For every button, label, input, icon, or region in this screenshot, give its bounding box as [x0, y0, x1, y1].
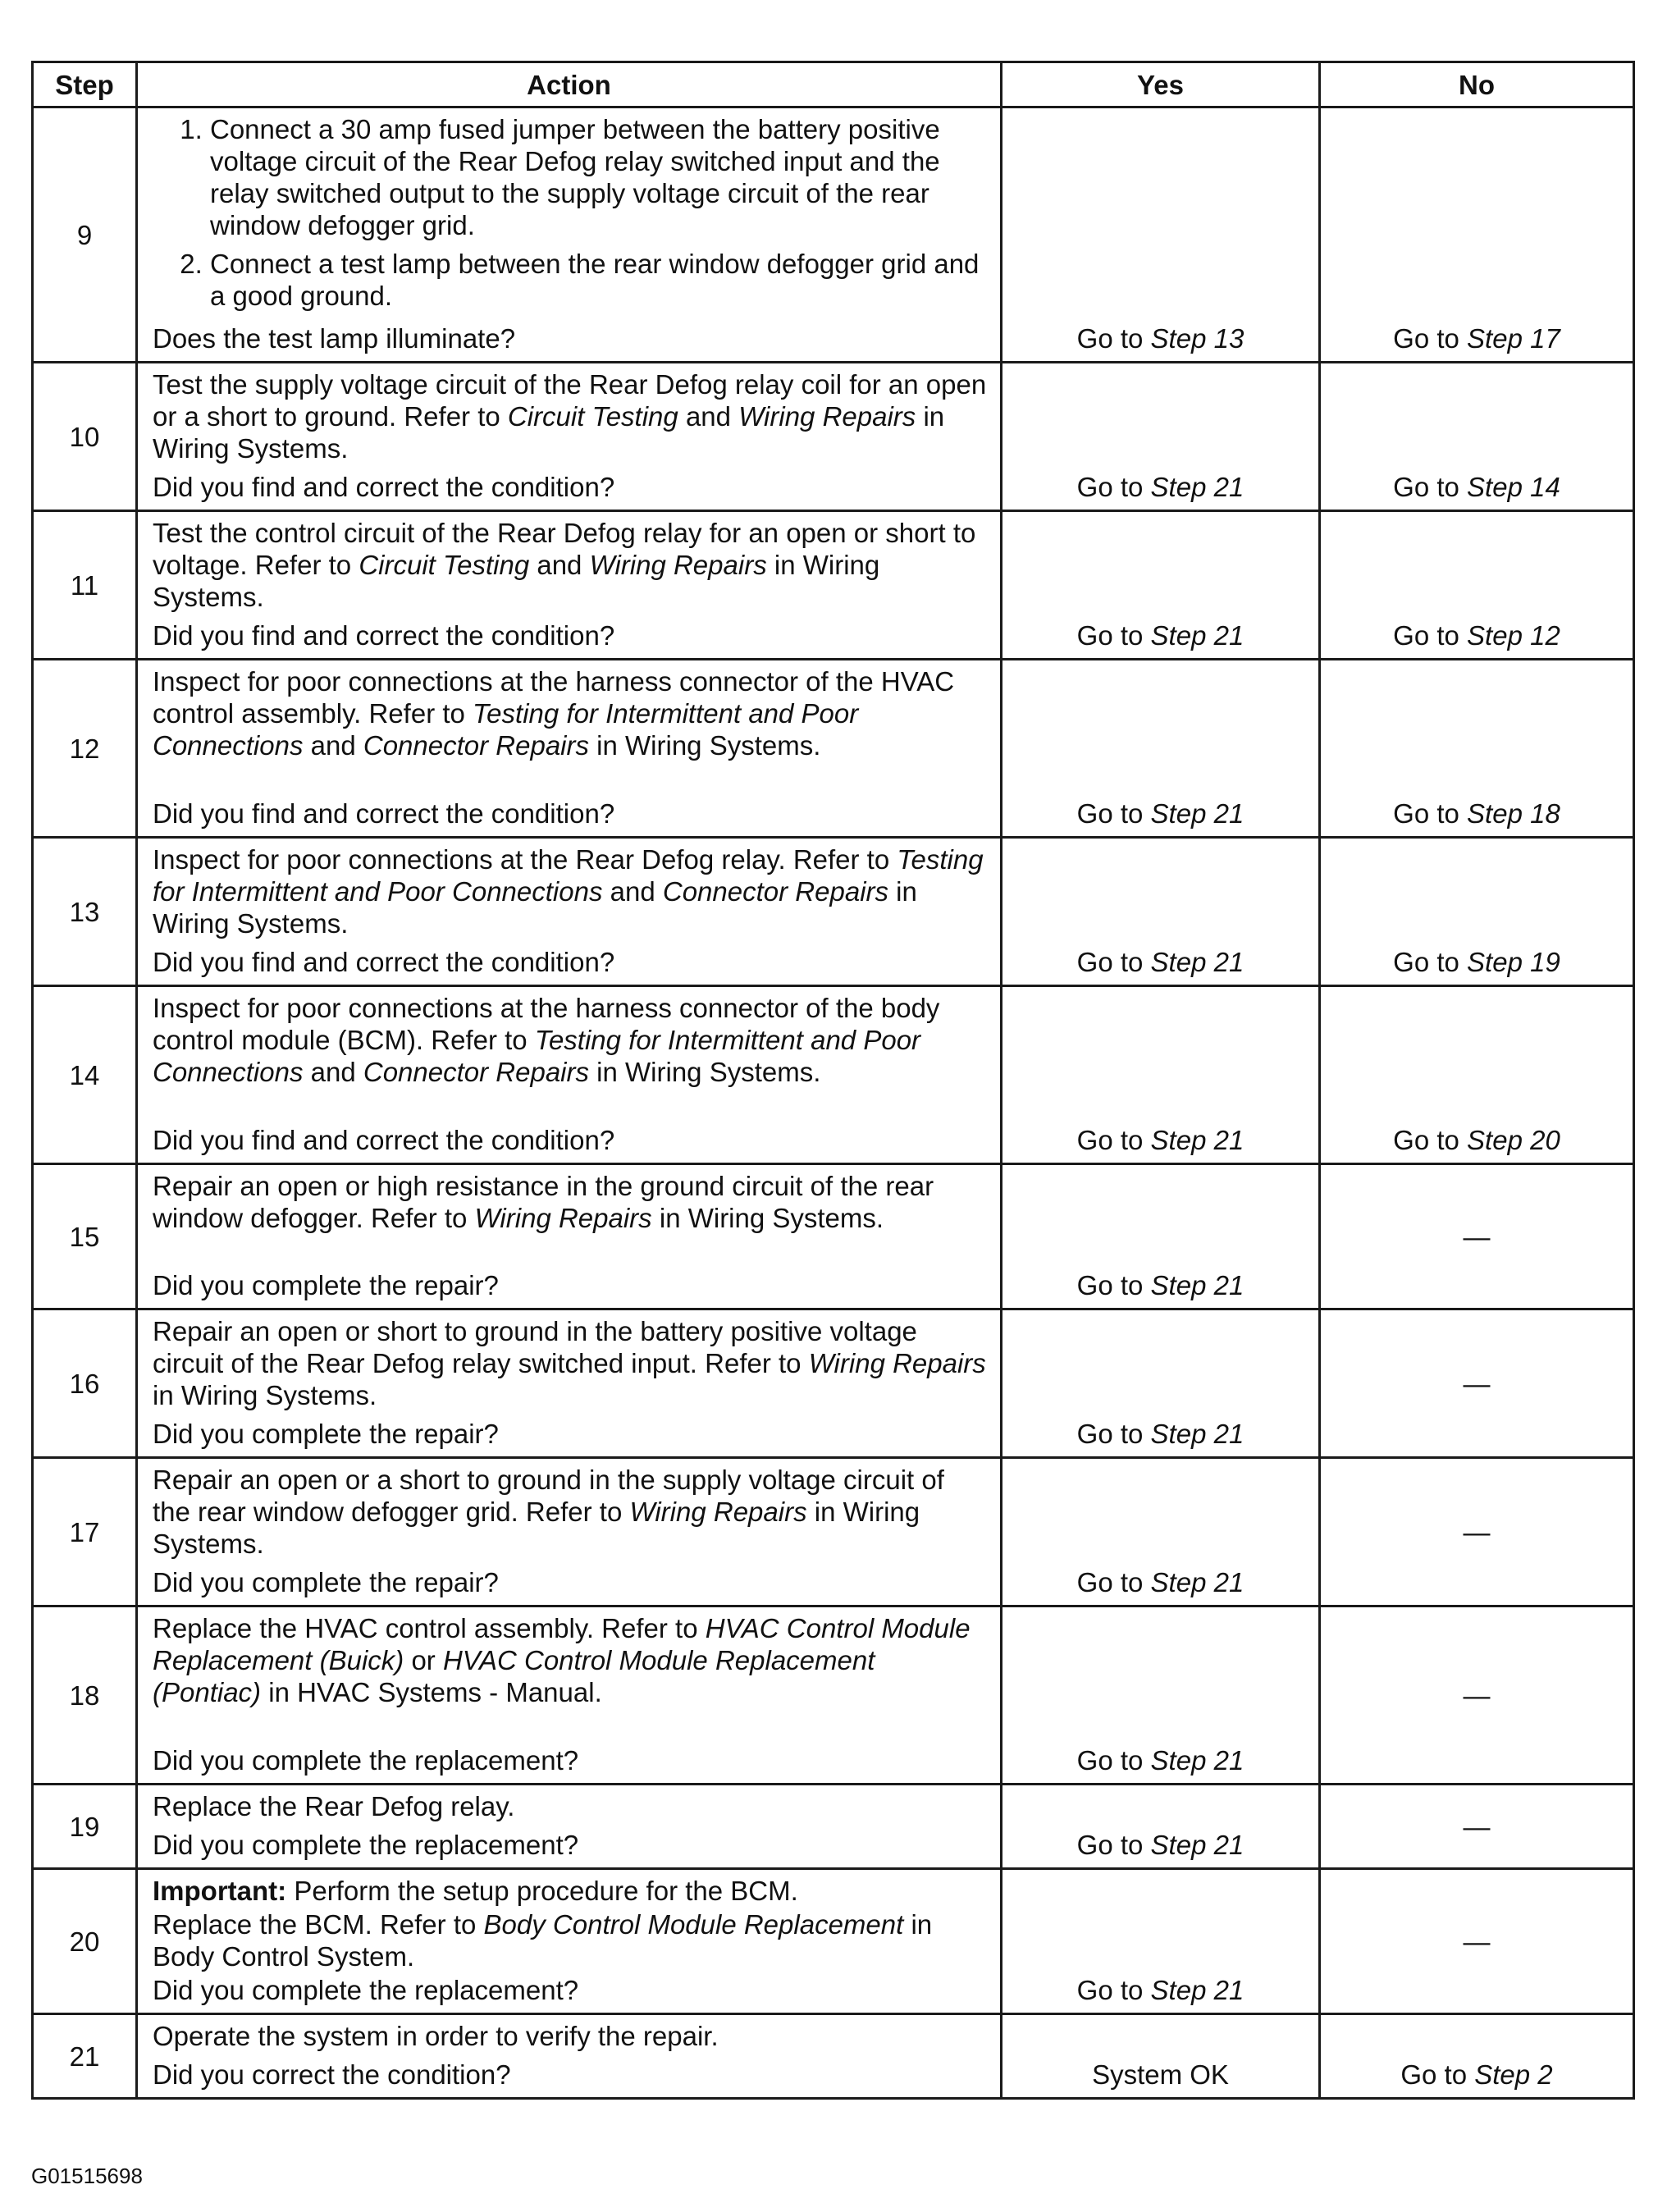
action-text: Inspect for poor connections at the harness connector of the HVAC control assembly. Refer to Testing for Intermittent and Poor Connections and Connector Repairs in Wiring Systems.: [153, 666, 955, 761]
step-number: 19: [33, 1785, 137, 1869]
table-row: [33, 363, 1634, 511]
yes-cell: [1002, 1869, 1320, 2014]
step-number: 18: [33, 1606, 137, 1785]
action-text: Repair an open or short to ground in the battery positive voltage circuit of the Rear Defog relay switched input. Refer to Wiring Repairs in Wiring Systems.: [153, 1316, 986, 1410]
yes-cell: [1002, 838, 1320, 986]
action-text: Inspect for poor connections at the Rear Defog relay. Refer to Testing for Intermittent and Poor Connections and Connector Repairs in Wiring Systems.: [153, 844, 984, 939]
reference-link: Connector Repairs: [363, 1057, 589, 1087]
step-number: 16: [33, 1309, 137, 1458]
table-row: [33, 838, 1634, 986]
header-action: Action: [137, 62, 1002, 107]
goto-text: Go to: [1393, 472, 1468, 502]
step-link-number: 21: [1213, 798, 1245, 829]
step-number: 14: [33, 986, 137, 1164]
step-link-number: 17: [1530, 323, 1560, 354]
goto-text: Go to: [1393, 620, 1468, 651]
table-row: [33, 1309, 1634, 1458]
step-number: 20: [33, 1869, 137, 2014]
table-row: [33, 2014, 1634, 2099]
reference-link: HVAC Control Module Replacement (Buick): [153, 1613, 971, 1675]
goto-text: Go to: [1076, 1567, 1151, 1597]
step-link-word: Step: [1150, 798, 1207, 829]
step-link-number: 21: [1213, 1567, 1245, 1597]
goto-text: Go to: [1400, 2059, 1475, 2090]
goto-text: Go to: [1076, 1270, 1151, 1300]
yes-cell: [1002, 511, 1320, 660]
step-link-word: Step: [1467, 472, 1523, 502]
action-question: Did you complete the replacement?: [153, 1975, 579, 2005]
step-link-word: Step: [1150, 947, 1207, 977]
action-list-item: 1. Connect a 30 amp fused jumper between the battery positive voltage circuit of the Rear Defog relay switched input and the relay switched output to the supply voltage circuit of the rear window defogger grid.: [210, 113, 989, 241]
reference-link: Connector Repairs: [662, 876, 889, 907]
no-cell: [1320, 2014, 1634, 2099]
reference-link: Circuit Testing: [507, 401, 678, 432]
yes-cell: [1002, 1309, 1320, 1458]
reference-link: Wiring Repairs: [474, 1203, 652, 1233]
no-cell: [1320, 838, 1634, 986]
action-text: Test the supply voltage circuit of the Rear Defog relay coil for an open or a short to ground. Refer to Circuit Testing and Wiring Repairs in Wiring Systems.: [153, 369, 987, 464]
step-link-word: Step: [1150, 1567, 1207, 1597]
table-row: [33, 1785, 1634, 1869]
step-link-number: 14: [1530, 472, 1560, 502]
header-step: Step: [33, 62, 137, 107]
reference-link: HVAC Control Module Replacement (Pontiac): [153, 1645, 875, 1707]
diagnostic-table: [31, 61, 1635, 2100]
reference-link: Connector Repairs: [363, 730, 589, 761]
yes-cell: [1002, 986, 1320, 1164]
important-label: Important:: [153, 1876, 287, 1906]
table-row: [33, 511, 1634, 660]
goto-text: Go to: [1076, 1975, 1151, 2005]
yes-cell: [1002, 660, 1320, 838]
no-cell-empty: —: [1320, 1309, 1634, 1458]
goto-text: Go to: [1076, 620, 1151, 651]
action-cell: [137, 838, 1002, 986]
step-link-number: 21: [1213, 947, 1245, 977]
goto-text: Go to: [1393, 947, 1468, 977]
step-link-word: Step: [1150, 1975, 1207, 2005]
table-row: [33, 1458, 1634, 1606]
step-link-number: 21: [1213, 620, 1245, 651]
goto-text: Go to: [1076, 1745, 1151, 1776]
goto-text: Go to: [1076, 1830, 1151, 1860]
goto-text: Go to: [1076, 323, 1151, 354]
action-text: Inspect for poor connections at the harness connector of the body control module (BCM). Refer to Testing for Intermittent and Poor Connections and Connector Repairs in Wiring Systems.: [153, 993, 940, 1087]
action-list: [153, 113, 989, 318]
action-question: Did you correct the condition?: [153, 2059, 511, 2090]
table-row: [33, 1869, 1634, 2014]
goto-text: Go to: [1393, 798, 1468, 829]
yes-cell: [1002, 1458, 1320, 1606]
action-text: Operate the system in order to verify the repair.: [153, 2021, 719, 2051]
action-cell: [137, 986, 1002, 1164]
action-text: Test the control circuit of the Rear Defog relay for an open or short to voltage. Refer to Circuit Testing and Wiring Repairs in Wiring Systems.: [153, 518, 976, 612]
action-text: Repair an open or a short to ground in the supply voltage circuit of the rear window defogger grid. Refer to Wiring Repairs in Wiring Systems.: [153, 1465, 944, 1559]
table-row: [33, 1164, 1634, 1309]
no-cell: [1320, 107, 1634, 363]
reference-link: Body Control Module Replacement: [483, 1909, 904, 1940]
no-cell-empty: —: [1320, 1458, 1634, 1606]
step-link-number: 21: [1213, 1125, 1245, 1155]
action-question: Did you complete the replacement?: [153, 1745, 579, 1776]
goto-text: Go to: [1076, 1419, 1151, 1449]
action-question: Did you complete the repair?: [153, 1567, 499, 1597]
no-cell-empty: —: [1320, 1164, 1634, 1309]
reference-link: Wiring Repairs: [589, 550, 767, 580]
no-cell: [1320, 511, 1634, 660]
action-cell: [137, 1606, 1002, 1785]
yes-cell: [1002, 1606, 1320, 1785]
step-number: 13: [33, 838, 137, 986]
step-link-number: 21: [1213, 1745, 1245, 1776]
yes-cell: [1002, 1164, 1320, 1309]
action-cell: [137, 1785, 1002, 1869]
step-number: 12: [33, 660, 137, 838]
step-link-word: Step: [1150, 1419, 1207, 1449]
action-cell: [137, 511, 1002, 660]
action-question: Did you complete the repair?: [153, 1419, 499, 1449]
step-link-word: Step: [1467, 798, 1523, 829]
action-text: Replace the Rear Defog relay.: [153, 1791, 515, 1821]
step-link-word: Step: [1150, 1830, 1207, 1860]
step-link-number: 21: [1213, 1830, 1245, 1860]
step-link-word: Step: [1150, 620, 1207, 651]
table-row: [33, 107, 1634, 363]
no-cell: [1320, 660, 1634, 838]
step-number: 21: [33, 2014, 137, 2099]
action-question: Did you find and correct the condition?: [153, 472, 615, 502]
step-link-number: 18: [1530, 798, 1560, 829]
action-question: Does the test lamp illuminate?: [153, 323, 516, 354]
action-question: Did you complete the repair?: [153, 1270, 499, 1300]
table-row: [33, 1606, 1634, 1785]
header-yes: Yes: [1002, 62, 1320, 107]
step-link-word: Step: [1150, 472, 1207, 502]
action-cell: [137, 363, 1002, 511]
no-cell: [1320, 363, 1634, 511]
step-link-word: Step: [1467, 323, 1523, 354]
yes-cell: [1002, 107, 1320, 363]
action-text: Replace the HVAC control assembly. Refer to HVAC Control Module Replacement (Buick) or HVAC Control Module Replacement (Pontiac) in HVAC Systems - Manual.: [153, 1613, 971, 1707]
step-link-word: Step: [1467, 620, 1523, 651]
no-cell-empty: —: [1320, 1606, 1634, 1785]
step-link-word: Step: [1467, 947, 1523, 977]
step-link-word: Step: [1474, 2059, 1531, 2090]
step-number: 9: [33, 107, 137, 363]
reference-link: Circuit Testing: [359, 550, 530, 580]
table-row: [33, 660, 1634, 838]
action-cell: [137, 1309, 1002, 1458]
header-no: No: [1320, 62, 1634, 107]
step-link-number: 21: [1213, 472, 1245, 502]
yes-cell: [1002, 363, 1320, 511]
action-text: Repair an open or high resistance in the ground circuit of the rear window defogger. Refer to Wiring Repairs in Wiring Systems.: [153, 1171, 934, 1233]
step-link-number: 20: [1530, 1125, 1560, 1155]
step-link-number: 21: [1213, 1975, 1245, 2005]
no-cell-empty: —: [1320, 1785, 1634, 1869]
action-cell: [137, 107, 1002, 363]
action-question: Did you find and correct the condition?: [153, 1125, 615, 1155]
yes-cell: System OK: [1002, 2014, 1320, 2099]
step-link-word: Step: [1150, 1745, 1207, 1776]
action-question: Did you find and correct the condition?: [153, 620, 615, 651]
step-link-word: Step: [1467, 1125, 1523, 1155]
action-cell: [137, 1869, 1002, 2014]
action-cell: [137, 660, 1002, 838]
action-question: Did you complete the replacement?: [153, 1830, 579, 1860]
no-cell: [1320, 986, 1634, 1164]
step-link-number: 19: [1530, 947, 1560, 977]
step-link-word: Step: [1150, 1270, 1207, 1300]
figure-id: G01515698: [31, 2164, 143, 2188]
goto-text: Go to: [1393, 1125, 1468, 1155]
step-link-word: Step: [1150, 1125, 1207, 1155]
action-cell: [137, 2014, 1002, 2099]
goto-text: Go to: [1076, 1125, 1151, 1155]
goto-text: Go to: [1076, 798, 1151, 829]
action-list-item: 2. Connect a test lamp between the rear window defogger grid and a good ground.: [210, 248, 989, 312]
step-number: 10: [33, 363, 137, 511]
goto-text: Go to: [1076, 947, 1151, 977]
header-row: [33, 62, 1634, 107]
step-link-number: 12: [1530, 620, 1560, 651]
step-link-word: Step: [1150, 323, 1207, 354]
action-text: Replace the BCM. Refer to Body Control Module Replacement in Body Control System.: [153, 1909, 933, 1972]
action-cell: [137, 1458, 1002, 1606]
step-number: 15: [33, 1164, 137, 1309]
step-link-number: 21: [1213, 1419, 1245, 1449]
important-note: Important: Perform the setup procedure for the BCM.: [153, 1876, 798, 1906]
step-number: 11: [33, 511, 137, 660]
step-link-number: 21: [1213, 1270, 1245, 1300]
reference-link: Testing for Intermittent and Poor Connections: [153, 698, 859, 761]
goto-text: Go to: [1076, 472, 1151, 502]
yes-cell: [1002, 1785, 1320, 1869]
reference-link: Testing for Intermittent and Poor Connections: [153, 844, 984, 907]
action-cell: [137, 1164, 1002, 1309]
step-link-number: 2: [1537, 2059, 1553, 2090]
action-question: Did you find and correct the condition?: [153, 798, 615, 829]
reference-link: Wiring Repairs: [738, 401, 916, 432]
action-question: Did you find and correct the condition?: [153, 947, 615, 977]
no-cell-empty: —: [1320, 1869, 1634, 2014]
step-number: 17: [33, 1458, 137, 1606]
reference-link: Wiring Repairs: [629, 1497, 807, 1527]
reference-link: Wiring Repairs: [808, 1348, 986, 1378]
reference-link: Testing for Intermittent and Poor Connections: [153, 1025, 921, 1087]
step-link-number: 13: [1213, 323, 1245, 354]
goto-text: Go to: [1393, 323, 1468, 354]
table-row: [33, 986, 1634, 1164]
